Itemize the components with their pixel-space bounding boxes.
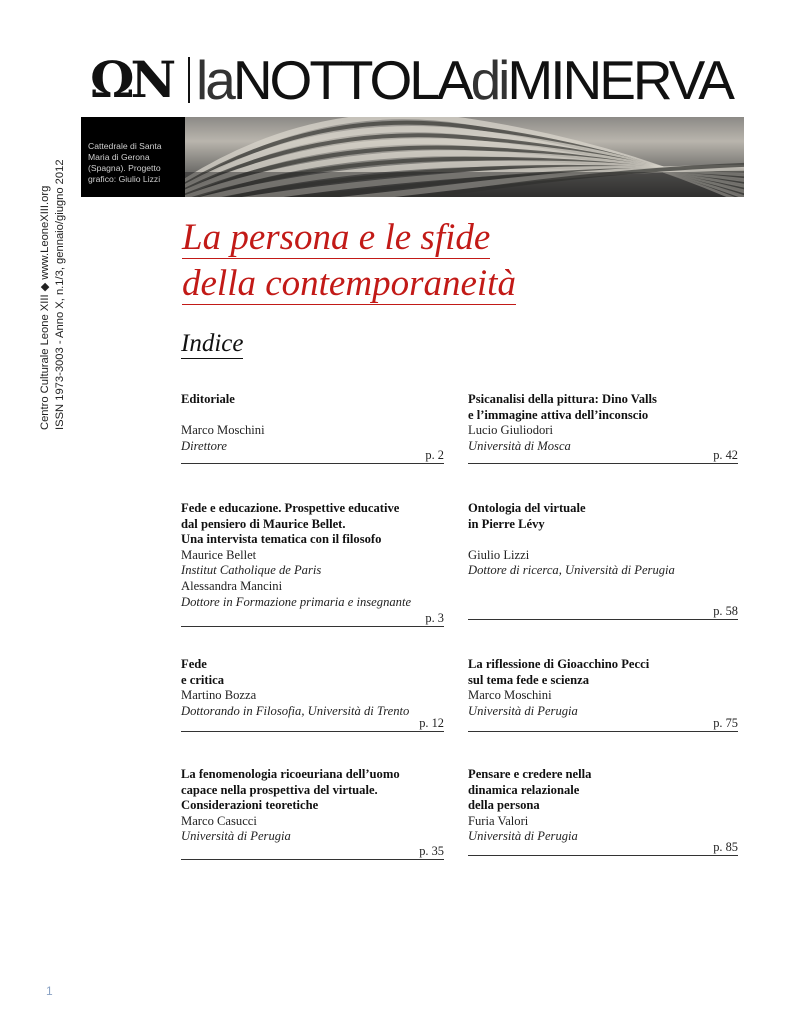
toc-entry-title: La fenomenologia ricoeuriana dell’uomo [181, 767, 400, 781]
toc-entry-title: Editoriale [181, 392, 235, 406]
toc-entry-page-ref[interactable]: p. 42 [468, 447, 738, 464]
toc-entry-affiliation: Università di Perugia [468, 829, 578, 844]
toc-entry-spacer [468, 532, 738, 548]
toc-entry-author: Alessandra Mancini [181, 578, 283, 593]
index-heading: Indice [181, 330, 244, 357]
toc-entry-affiliation: Dottore di ricerca, Università di Perugia [468, 563, 675, 578]
toc-entry-author: Marco Casucci [181, 813, 257, 828]
toc-entry [181, 501, 451, 610]
toc-entry-title: della persona [468, 798, 540, 813]
issue-title-line2: della contemporaneità [182, 263, 516, 304]
page-number: 1 [46, 984, 53, 998]
toc-entry-spacer [181, 408, 451, 424]
toc-entry-title: e l’immagine attiva dell’inconscio [468, 407, 649, 422]
toc-entry-affiliation: Università di Perugia [468, 703, 578, 718]
vault-arches-image [185, 117, 744, 197]
toc-entry-page-ref[interactable]: p. 58 [468, 603, 738, 620]
issue-title [182, 218, 516, 310]
toc-entry-affiliation: Institut Catholique de Paris [181, 563, 322, 578]
toc-entry-title: dinamica relazionale [468, 782, 580, 797]
toc-entry [181, 392, 451, 454]
toc-entry [468, 657, 738, 719]
toc-entry [181, 767, 451, 845]
issue-title-line1: La persona e le sfide [182, 217, 491, 258]
toc-entry-title: La riflessione di Gioacchino Pecci [468, 657, 650, 671]
toc-entry-author: Marco Moschini [181, 423, 265, 438]
toc-entry-author: Martino Bozza [181, 688, 257, 703]
toc-entry [181, 657, 451, 719]
toc-entry-author: Marco Moschini [468, 688, 552, 703]
toc-entry-page-ref[interactable]: p. 12 [181, 715, 444, 732]
logo-separator [188, 57, 190, 103]
toc-entry-title: sul tema fede e scienza [468, 672, 590, 687]
toc-entry-page-ref[interactable]: p. 75 [468, 715, 738, 732]
toc-entry-page-ref[interactable]: p. 2 [181, 447, 444, 464]
toc-entry-author: Giulio Lizzi [468, 547, 530, 562]
toc-entry-title: e critica [181, 672, 224, 687]
photo-caption: Cattedrale di Santa Maria di Gerona (Spagna). Progetto grafico: Giulio Lizzi [81, 117, 185, 197]
toc-entry-title: in Pierre Lévy [468, 516, 545, 531]
toc-entry-author: Lucio Giuliodori [468, 423, 553, 438]
toc-entry-title: Una intervista tematica con il filosofo [181, 532, 382, 547]
toc-entry-title: Psicanalisi della pittura: Dino Valls [468, 392, 657, 406]
toc-entry-title: capace nella prospettiva del virtuale. [181, 782, 378, 797]
toc-entry-affiliation: Dottorando in Filosofia, Università di Trento [181, 703, 410, 718]
vertical-imprint-line2: ISSN 1973-3003 - Anno X, n.1/3, gennaio/giugno 2012 [54, 159, 66, 430]
logo-mark: ΩN [90, 50, 173, 109]
toc-entry-author: Maurice Bellet [181, 547, 257, 562]
toc-entry-page-ref[interactable]: p. 85 [468, 839, 738, 856]
toc-entry-title: Ontologia del virtuale [468, 501, 586, 515]
toc-entry-page-ref[interactable]: p. 3 [181, 610, 444, 627]
vault-shadow [185, 172, 744, 197]
toc-entry [468, 392, 738, 454]
toc-entry-affiliation: Università di Perugia [181, 829, 291, 844]
logo-wordmark: laNOTTOLAdiMINERVA [184, 52, 732, 108]
toc-entry-affiliation: Dottore in Formazione primaria e insegnante [181, 594, 412, 609]
cathedral-banner-image [185, 117, 744, 197]
toc-entry-title: Considerazioni teoretiche [181, 798, 319, 813]
toc-entry [468, 501, 738, 579]
toc-entry-affiliation: Direttore [181, 438, 227, 453]
toc-entry-title: Fede [181, 657, 207, 671]
toc-entry-page-ref[interactable]: p. 35 [181, 843, 444, 860]
toc-entry-title: Fede e educazione. Prospettive educative [181, 501, 400, 515]
toc-entry-title: Pensare e credere nella [468, 767, 592, 781]
vertical-imprint-line1: Centro Culturale Leone XIII ◆ www.LeoneXIII.org [39, 185, 51, 430]
toc-entry-author: Furia Valori [468, 813, 529, 828]
toc-entry-title: dal pensiero di Maurice Bellet. [181, 516, 346, 531]
vertical-imprint [38, 120, 72, 430]
toc-entry [468, 767, 738, 845]
toc-entry-affiliation: Università di Mosca [468, 438, 571, 453]
